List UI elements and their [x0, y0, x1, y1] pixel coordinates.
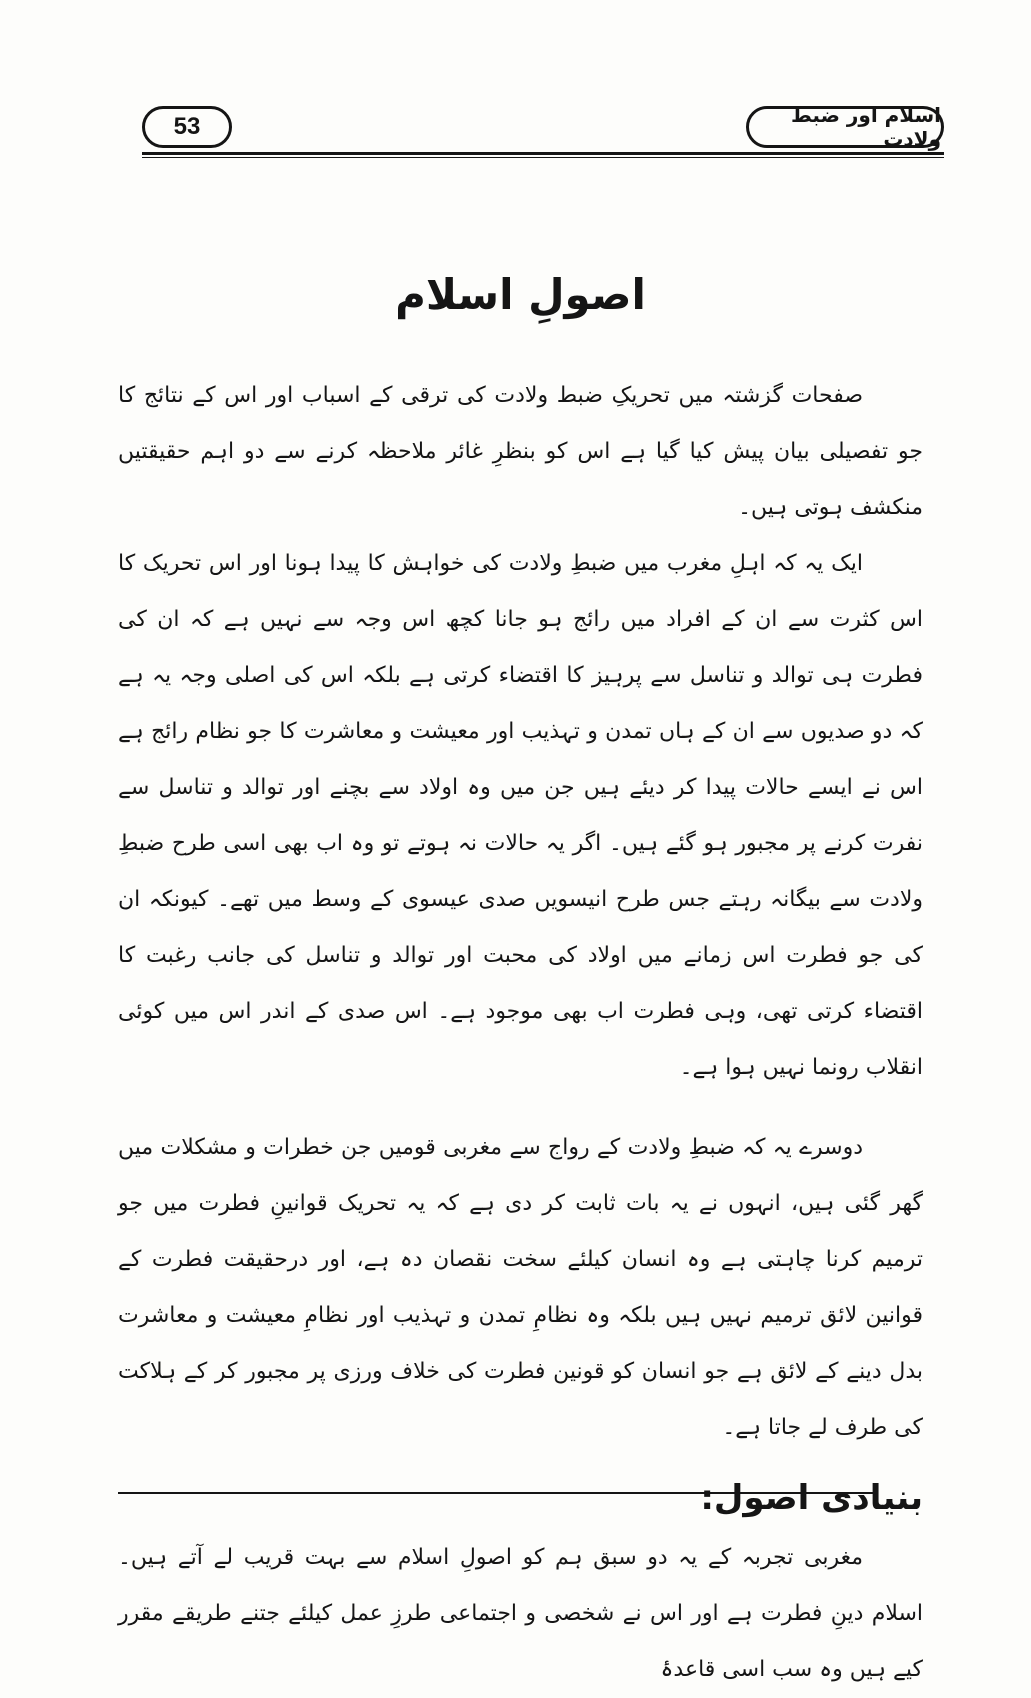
- paragraph-4: مغربی تجربہ کے یہ دو سبق ہم کو اصولِ اسلام سے بہت قریب لے آتے ہیں۔ اسلام دینِ فطرت ہے اور اس نے شخصی و اجتماعی طرزِ عمل کیلئے جتنے طریقے مقرر کیے ہیں وہ سب اسی قاعدۂ: [118, 1545, 923, 1682]
- header-rule: [142, 152, 944, 158]
- footer-rule: [118, 1492, 874, 1494]
- paragraph-2: ایک یہ کہ اہلِ مغرب میں ضبطِ ولادت کی خواہش کا پیدا ہونا اور اس تحریک کا اس کثرت سے ان کے افراد میں رائج ہو جانا کچھ اس وجہ سے نہیں ہے کہ ان کی فطرت ہی توالد و تناسل سے پرہیز کا اقتضاء کرتی ہے بلکہ اس کی اصلی وجہ یہ ہے کہ دو صدیوں سے ان کے ہاں تمدن و تہذیب اور معیشت و معاشرت کا جو نظام رائج ہے اس نے ایسے حالات پیدا کر دیئے ہیں جن میں وہ اولاد سے بچنے اور توالد و تناسل سے نفرت کرنے پر مجبور ہو گئے ہیں۔ اگر یہ حالات نہ ہوتے تو وہ اب بھی اسی طرح ضبطِ ولادت سے بیگانہ رہتے جس طرح انیسویں صدی عیسوی کے وسط میں تھے۔ کیونکہ ان کی جو فطرت اس زمانے میں اولاد کی محبت اور توالد و تناسل کی جانب رغبت کا اقتضاء کرتی تھی، وہی فطرت اب بھی موجود ہے۔ اس صدی کے اندر اس میں کوئی انقلاب رونما نہیں ہوا ہے۔: [118, 551, 923, 1080]
- chapter-title: اصولِ اسلام: [395, 270, 646, 319]
- paragraph-3: دوسرے یہ کہ ضبطِ ولادت کے رواج سے مغربی قومیں جن خطرات و مشکلات میں گھر گئی ہیں، انہوں نے یہ بات ثابت کر دی ہے کہ یہ تحریک قوانینِ فطرت میں جو ترمیم کرنا چاہتی ہے وہ انسان کیلئے سخت نقصان دہ ہے، اور درحقیقت فطرت کے قوانین لائق ترمیم نہیں ہیں بلکہ وہ نظامِ تمدن و تہذیب اور نظامِ معیشت و معاشرت بدل دینے کے لائق ہے جو انسان کو قونین فطرت کی خلاف ورزی پر مجبور کر کے ہلاکت کی طرف لے جاتا ہے۔: [118, 1135, 923, 1440]
- running-title: اسلام اور ضبط ولادت: [746, 106, 944, 148]
- section-heading: بنیادی اصول:: [700, 1478, 923, 1518]
- page-header: [142, 100, 944, 160]
- paragraph-1: صفحات گزشتہ میں تحریکِ ضبط ولادت کی ترقی کے اسباب اور اس کے نتائج کا جو تفصیلی بیان پیش کیا گیا ہے اس کو بنظرِ غائر ملاحظہ کرنے سے دو اہم حقیقتیں منکشف ہوتی ہیں۔: [118, 383, 923, 520]
- page-number: 53: [142, 106, 232, 148]
- page-content: [118, 260, 923, 1698]
